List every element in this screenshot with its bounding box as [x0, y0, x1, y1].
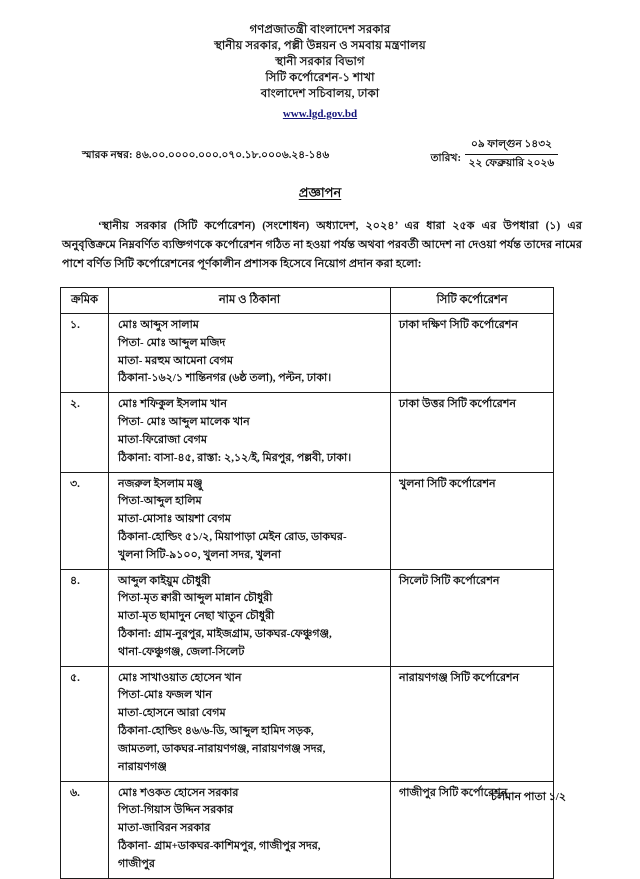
father-name: পিতা-আব্দুল হালিম	[118, 495, 202, 508]
date-english: ২২ ফেব্রুয়ারি ২০২৬	[468, 157, 555, 169]
document-title: প্রজ্ঞাপন	[298, 184, 342, 200]
table-row	[61, 666, 554, 781]
row-serial: ৪.	[61, 569, 109, 666]
mother-name: মাতা-হোসনে আরা বেগম	[118, 707, 226, 720]
table-row	[61, 314, 554, 393]
table-row	[61, 393, 554, 472]
masthead-line-government: গণপ্রজাতন্ত্রী বাংলাদেশ সরকার	[249, 23, 391, 36]
page-footer-continuation: চলমান পাতা ১/২	[491, 791, 566, 803]
row-serial: ৬.	[61, 781, 109, 878]
address-line-1: ঠিকানা-হোল্ডিং ৫১/২, মিয়াপাড়া মেইন রোড, ডাকঘর-	[118, 530, 347, 543]
mother-name: মাতা-ফিরোজা বেগম	[118, 433, 207, 446]
table-row	[61, 472, 554, 569]
masthead	[52, 22, 588, 124]
address-line-1: ঠিকানা- গ্রাম+ডাকঘর-কাশিমপুর, গাজীপুর সদর,	[118, 839, 321, 852]
person-name: মোঃ শফিকুল ইসলাম খান	[118, 398, 227, 411]
row-name-address	[109, 569, 391, 666]
address-line-1: ঠিকানা: বাসা-৪৫, রাস্তা: ২,১২/ই, মিরপুর, পল্লবী, ঢাকা।	[118, 451, 352, 464]
address-line-2: খুলনা সিটি-৯১০০, খুলনা সদর, খুলনা	[118, 548, 281, 561]
person-name: মোঃ শওকত হোসেন সরকার	[118, 786, 239, 799]
row-serial: ২.	[61, 393, 109, 472]
row-name-address	[109, 314, 391, 393]
address-line-2: জামতলা, ডাকঘর-নারায়ণগঞ্জ, নারায়ণগঞ্জ সদর,	[118, 742, 326, 755]
row-corporation: গাজীপুর সিটি কর্পোরেশন	[391, 781, 554, 878]
table-row	[61, 781, 554, 878]
row-name-address	[109, 781, 391, 878]
body-paragraph: ‘স্থানীয় সরকার (সিটি কর্পোরেশন) (সংশোধন) অধ্যাদেশ, ২০২৪’ এর ধারা ২৫ক এর উপধারা (১) এর অনুবৃত্তিক্রমে নিম্নবর্ণিত ব্যক্তিগণকে কর্পোরেশন গঠিত না হওয়া পর্যন্ত অথবা পরবর্তী আদেশ না দেওয়া পর্যন্ত তাদের নামের পাশে বর্ণিত সিটি কর্পোরেশনের পূর্ণকালীন প্রশাসক হিসেবে নিয়োগ প্রদান করা হলো:	[62, 219, 582, 271]
person-name: নজরুল ইসলাম মঞ্জু	[118, 477, 203, 490]
column-header-corporation: সিটি কর্পোরেশন	[391, 287, 554, 313]
memo-number: স্মারক নম্বর: ৪৬.০০.০০০০.০০০.০৭০.১৮.০০০৬.২৪-১৪৬	[82, 150, 330, 161]
date-block	[431, 137, 586, 172]
row-corporation: ঢাকা দক্ষিণ সিটি কর্পোরেশন	[391, 314, 554, 393]
memo-header-row	[52, 137, 588, 172]
row-name-address	[109, 472, 391, 569]
row-corporation: সিলেট সিটি কর্পোরেশন	[391, 569, 554, 666]
masthead-line-ministry: স্থানীয় সরকার, পল্লী উন্নয়ন ও সমবায় মন্ত্রণালয়	[214, 38, 426, 52]
date-bangla: ০৯ ফাল্গুন ১৪৩২	[465, 137, 558, 155]
person-name: মোঃ সাখাওয়াত হোসেন খান	[118, 671, 242, 684]
address-line-1: ঠিকানা: গ্রাম-নুরপুর, মাইজগ্রাম, ডাকঘর-ফেঞ্চুগঞ্জ,	[118, 628, 332, 641]
row-corporation: নারায়ণগঞ্জ সিটি কর্পোরেশন	[391, 666, 554, 781]
table-header-row	[61, 287, 554, 313]
row-corporation: ঢাকা উত্তর সিটি কর্পোরেশন	[391, 393, 554, 472]
father-name: পিতা-মৃত ক্বারী আব্দুল মান্নান চৌধুরী	[118, 592, 273, 605]
date-values	[465, 137, 558, 172]
father-name: পিতা-মোঃ ফজল খান	[118, 689, 212, 702]
row-name-address	[109, 393, 391, 472]
mother-name: মাতা- মরহুম আমেনা বেগম	[118, 354, 233, 367]
column-header-name-address: নাম ও ঠিকানা	[109, 287, 391, 313]
administrator-roster-table	[60, 287, 554, 879]
row-corporation: খুলনা সিটি কর্পোরেশন	[391, 472, 554, 569]
address-line-1: ঠিকানা-১৬২/১ শান্তিনগর (৬ষ্ঠ তলা), পল্টন, ঢাকা।	[118, 372, 332, 385]
row-serial: ১.	[61, 314, 109, 393]
masthead-line-branch: সিটি কর্পোরেশন-১ শাখা	[265, 70, 375, 84]
row-serial: ৫.	[61, 666, 109, 781]
mother-name: মাতা-মৃত ছামাদুন নেছা খাতুন চৌধুরী	[118, 610, 275, 623]
table-row	[61, 569, 554, 666]
date-label: তারিখ:	[430, 152, 461, 164]
masthead-line-location: বাংলাদেশ সচিবালয়, ঢাকা	[260, 86, 380, 100]
address-line-3: নারায়ণগঞ্জ	[118, 760, 167, 773]
masthead-line-division: স্থানী সরকার বিভাগ	[275, 54, 365, 68]
website-url-link[interactable]: www.lgd.gov.bd	[282, 107, 358, 120]
mother-name: মাতা-মোসাঃ আয়শা বেগম	[118, 513, 231, 526]
father-name: পিতা- মোঃ আব্দুল মালেক খান	[118, 416, 250, 429]
father-name: পিতা-গিয়াস উদ্দিন সরকার	[118, 804, 234, 817]
person-name: আব্দুল কাইয়ুম চৌধুরী	[118, 574, 211, 587]
mother-name: মাতা-জাবিরন সরকার	[118, 822, 211, 835]
father-name: পিতা- মোঃ আব্দুল মজিদ	[118, 336, 226, 349]
row-name-address	[109, 666, 391, 781]
column-header-serial: ক্রমিক	[61, 287, 109, 313]
address-line-1: ঠিকানা-হোল্ডিং ৪৬/৬-ডি, আব্দুল হামিদ সড়ক,	[118, 725, 314, 738]
address-line-2: গাজীপুর	[118, 857, 155, 870]
address-line-2: থানা-ফেঞ্চুগঞ্জ, জেলা-সিলেট	[118, 645, 245, 658]
person-name: মোঃ আব্দুস সালাম	[118, 319, 199, 332]
row-serial: ৩.	[61, 472, 109, 569]
